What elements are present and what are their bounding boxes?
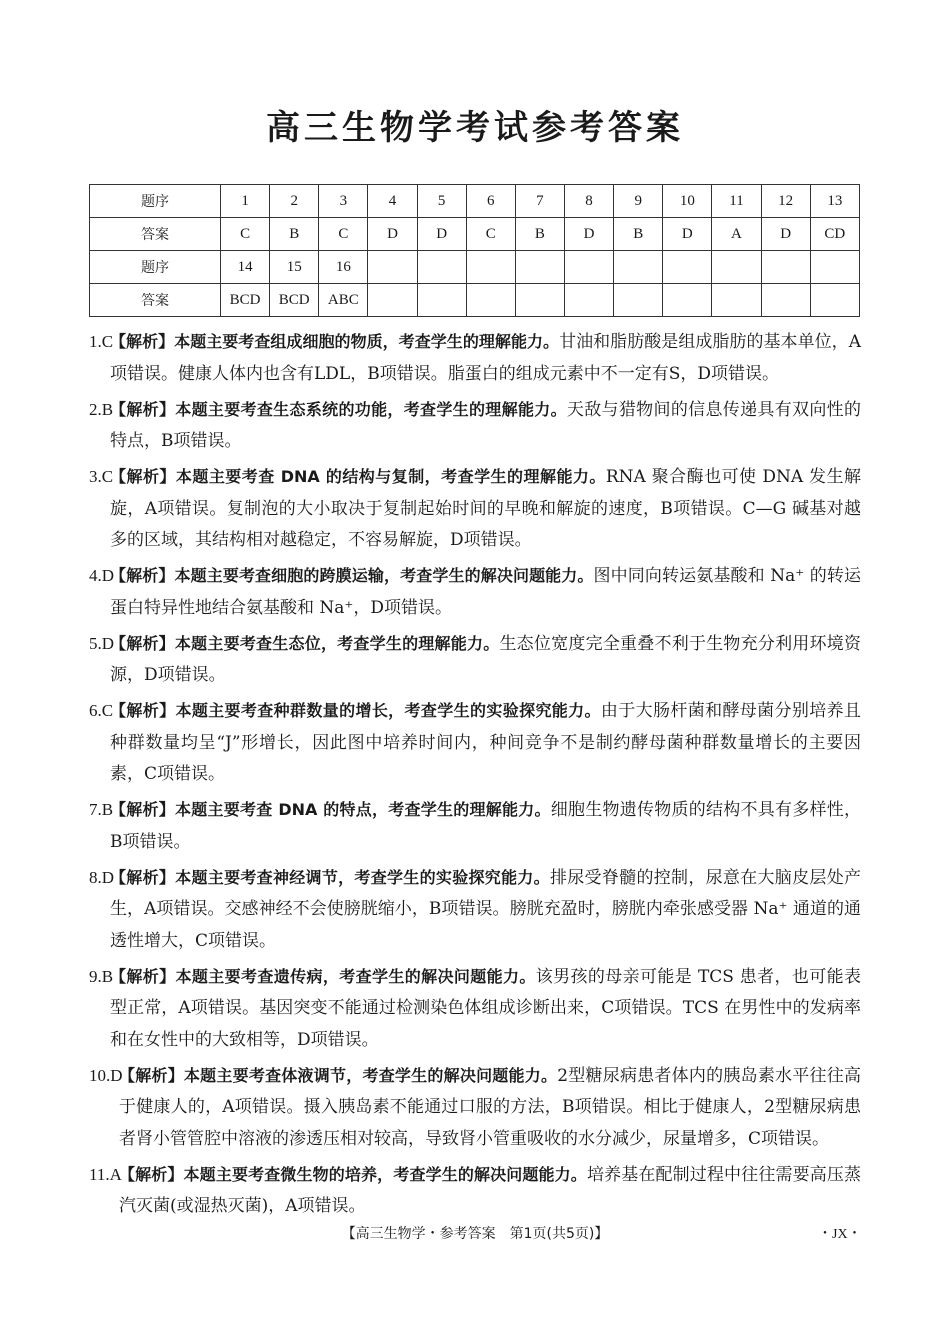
table-cell: 9 — [614, 185, 663, 218]
item-text: 排尿受脊髓的控制，尿意在大脑皮层处产生，A项错误。交感神经不会使膀胱缩小，B项错误。膀胱充盈时，膀胱内牵张感受器 Na⁺ 通道的通透性增大，C项错误。 — [110, 867, 861, 951]
page-title: 高三生物学考试参考答案 — [266, 108, 684, 148]
table-cell — [417, 284, 466, 317]
table-cell: D — [761, 218, 810, 251]
row-header: 题序 — [90, 251, 221, 284]
table-cell: B — [614, 218, 663, 251]
item-lead: 【解析】本题主要考查遗传病，考查学生的解决问题能力。 — [110, 966, 536, 986]
table-cell: 10 — [663, 185, 712, 218]
table-cell — [515, 251, 564, 284]
item-lead: 【解析】本题主要考查生态系统的功能，考查学生的理解能力。 — [110, 399, 567, 419]
table-cell: 3 — [319, 185, 368, 218]
table-cell — [614, 284, 663, 317]
table-cell: D — [368, 218, 417, 251]
item-number: 1.C — [89, 332, 114, 351]
item-lead: 【解析】本题主要考查 DNA 的结构与复制，考查学生的理解能力。 — [110, 467, 606, 486]
table-cell — [810, 284, 859, 317]
item-number: 10.D — [89, 1065, 123, 1085]
table-cell: BCD — [221, 284, 270, 317]
table-cell: B — [270, 218, 319, 251]
item-lead: 【解析】本题主要考查体液调节，考查学生的解决问题能力。 — [119, 1065, 558, 1085]
item-lead: 【解析】本题主要考查细胞的跨膜运输，考查学生的解决问题能力。 — [110, 566, 594, 585]
item-number: 5.D — [89, 633, 115, 653]
row-header: 题序 — [90, 185, 221, 218]
table-cell: 5 — [417, 185, 466, 218]
item-lead: 【解析】本题主要考查种群数量的增长，考查学生的实验探究能力。 — [110, 701, 601, 720]
table-cell — [466, 251, 515, 284]
list-item — [89, 560, 861, 624]
item-text: 图中同向转运氨基酸和 Na⁺ 的转运蛋白特异性地结合氨基酸和 Na⁺，D项错误。 — [110, 566, 861, 618]
list-item — [89, 961, 861, 1057]
item-number: 8.D — [89, 867, 115, 887]
item-body — [89, 794, 861, 858]
table-cell: 12 — [761, 185, 810, 218]
table-cell — [564, 284, 613, 317]
item-number: 3.C — [89, 467, 114, 486]
table-cell — [614, 251, 663, 284]
item-lead: 【解析】本题主要考查组成细胞的物质，考查学生的理解能力。 — [110, 332, 560, 351]
item-number: 11.A — [89, 1164, 122, 1184]
table-row — [90, 251, 860, 284]
table-row — [90, 185, 860, 218]
list-item — [89, 326, 861, 390]
item-body — [89, 1159, 861, 1223]
item-text: 2型糖尿病患者体内的胰岛素水平往往高于健康人的，A项错误。摄入胰岛素不能通过口服的方法，B项错误。相比于健康人，2型糖尿病患者肾小管管腔中溶液的渗透压相对较高，导致肾小管重吸收的水分减少，尿量增多，C项错误。 — [119, 1065, 861, 1149]
item-body — [89, 1060, 861, 1156]
list-item — [89, 794, 861, 858]
table-cell — [810, 251, 859, 284]
row-header: 答案 — [90, 284, 221, 317]
item-number: 6.C — [89, 701, 114, 720]
table-cell: 7 — [515, 185, 564, 218]
item-lead: 【解析】本题主要考查微生物的培养，考查学生的解决问题能力。 — [119, 1164, 587, 1184]
table-cell — [368, 251, 417, 284]
table-cell: 8 — [564, 185, 613, 218]
item-body — [89, 695, 861, 791]
table-cell: 11 — [712, 185, 761, 218]
table-cell: 16 — [319, 251, 368, 284]
table-cell — [417, 251, 466, 284]
item-body — [89, 326, 861, 390]
item-body — [89, 961, 861, 1057]
item-lead: 【解析】本题主要考查生态位，考查学生的理解能力。 — [110, 633, 500, 653]
table-cell: 1 — [221, 185, 270, 218]
table-cell — [663, 251, 712, 284]
item-number: 9.B — [89, 966, 114, 986]
row-header: 答案 — [90, 218, 221, 251]
item-body — [89, 461, 861, 557]
table-cell: D — [564, 218, 613, 251]
table-cell: C — [221, 218, 270, 251]
table-cell — [368, 284, 417, 317]
item-text: 培养基在配制过程中往往需要高压蒸汽灭菌(或湿热灭菌)，A项错误。 — [119, 1164, 861, 1216]
table-cell — [515, 284, 564, 317]
list-item — [89, 628, 861, 692]
explanation-list — [89, 326, 861, 1226]
table-cell: 4 — [368, 185, 417, 218]
list-item — [89, 695, 861, 791]
table-row — [90, 284, 860, 317]
table-cell: BCD — [270, 284, 319, 317]
item-lead: 【解析】本题主要考查 DNA 的特点，考查学生的理解能力。 — [110, 800, 551, 819]
item-body — [89, 628, 861, 692]
table-cell: D — [417, 218, 466, 251]
list-item — [89, 862, 861, 958]
item-lead: 【解析】本题主要考查神经调节，考查学生的实验探究能力。 — [110, 867, 550, 887]
list-item — [89, 1060, 861, 1156]
table-cell: D — [663, 218, 712, 251]
table-cell — [712, 251, 761, 284]
item-text: RNA 聚合酶也可使 DNA 发生解旋，A项错误。复制泡的大小取决于复制起始时间的早晚和解旋的速度，B项错误。C—G 碱基对越多的区域，其结构相对越稳定，不容易解旋，D项错误。 — [110, 467, 861, 550]
table-cell: B — [515, 218, 564, 251]
item-text: 由于大肠杆菌和酵母菌分别培养且种群数量均呈“J”形增长，因此图中培养时间内，种间竞争不是制约酵母菌种群数量增长的主要因素，C项错误。 — [110, 701, 861, 784]
table-cell — [712, 284, 761, 317]
item-text: 生态位宽度完全重叠不利于生物充分利用环境资源，D项错误。 — [110, 633, 861, 685]
table-cell: 6 — [466, 185, 515, 218]
item-body — [89, 862, 861, 958]
item-body — [89, 394, 861, 458]
page-footer: 【高三生物学・参考答案 第1页(共5页)】 — [341, 1226, 609, 1242]
item-number: 7.B — [89, 800, 114, 819]
page-code: ・JX・ — [818, 1227, 862, 1242]
table-cell — [663, 284, 712, 317]
table-cell — [761, 284, 810, 317]
table-cell: A — [712, 218, 761, 251]
table-cell — [466, 284, 515, 317]
table-cell: 2 — [270, 185, 319, 218]
answer-table — [89, 184, 860, 317]
item-text: 该男孩的母亲可能是 TCS 患者，也可能表型正常，A项错误。基因突变不能通过检测染色体组成诊断出来，C项错误。TCS 在男性中的发病率和在女性中的大致相等，D项错误。 — [110, 966, 861, 1050]
item-text: 天敌与猎物间的信息传递具有双向性的特点，B项错误。 — [110, 399, 861, 451]
item-number: 2.B — [89, 399, 114, 419]
table-cell — [761, 251, 810, 284]
list-item — [89, 1159, 861, 1223]
table-cell — [564, 251, 613, 284]
table-cell: CD — [810, 218, 859, 251]
item-body — [89, 560, 861, 624]
table-cell: 15 — [270, 251, 319, 284]
table-cell: ABC — [319, 284, 368, 317]
item-text: 甘油和脂肪酸是组成脂肪的基本单位，A项错误。健康人体内也含有LDL，B项错误。脂蛋白的组成元素中不一定有S，D项错误。 — [110, 332, 861, 384]
table-row — [90, 218, 860, 251]
item-text: 细胞生物遗传物质的结构不具有多样性，B项错误。 — [110, 800, 862, 852]
table-cell: 13 — [810, 185, 859, 218]
item-number: 4.D — [89, 566, 115, 585]
list-item — [89, 461, 861, 557]
list-item — [89, 394, 861, 458]
table-cell: C — [319, 218, 368, 251]
table-cell: 14 — [221, 251, 270, 284]
table-cell: C — [466, 218, 515, 251]
